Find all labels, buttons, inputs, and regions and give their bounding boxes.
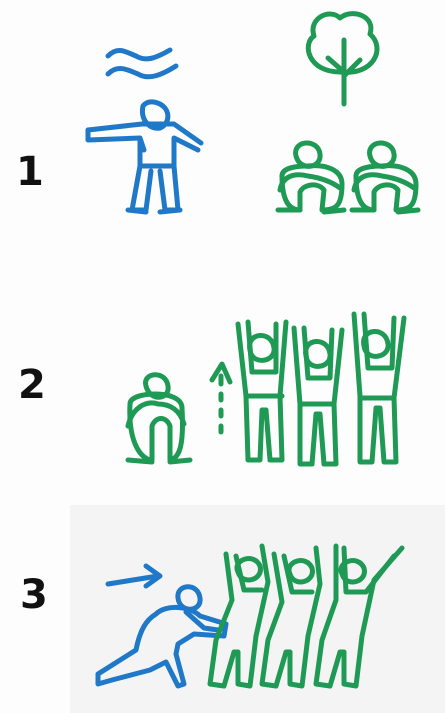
dashed-arrow-up-icon (212, 364, 230, 432)
wind-icon (108, 50, 176, 77)
blue-standing-person (88, 102, 201, 212)
green-leaning-person-3 (316, 546, 402, 686)
step-number-2: 2 (18, 362, 46, 408)
green-crouching-person-3 (128, 375, 190, 462)
arrow-right-icon (108, 566, 160, 586)
green-standing-person-arms-up-3 (354, 314, 404, 462)
step-number-3: 3 (20, 572, 48, 618)
tree-icon (308, 14, 377, 104)
step-number-1: 1 (16, 149, 44, 195)
blue-pushing-person (98, 587, 226, 686)
green-crouching-person-2 (352, 143, 418, 212)
green-leaning-person-2 (262, 548, 320, 686)
green-standing-person-arms-up-2 (294, 328, 342, 464)
green-standing-person-arms-up-1 (238, 322, 286, 460)
green-crouching-person-1 (278, 143, 344, 212)
green-leaning-person-1 (210, 546, 268, 686)
